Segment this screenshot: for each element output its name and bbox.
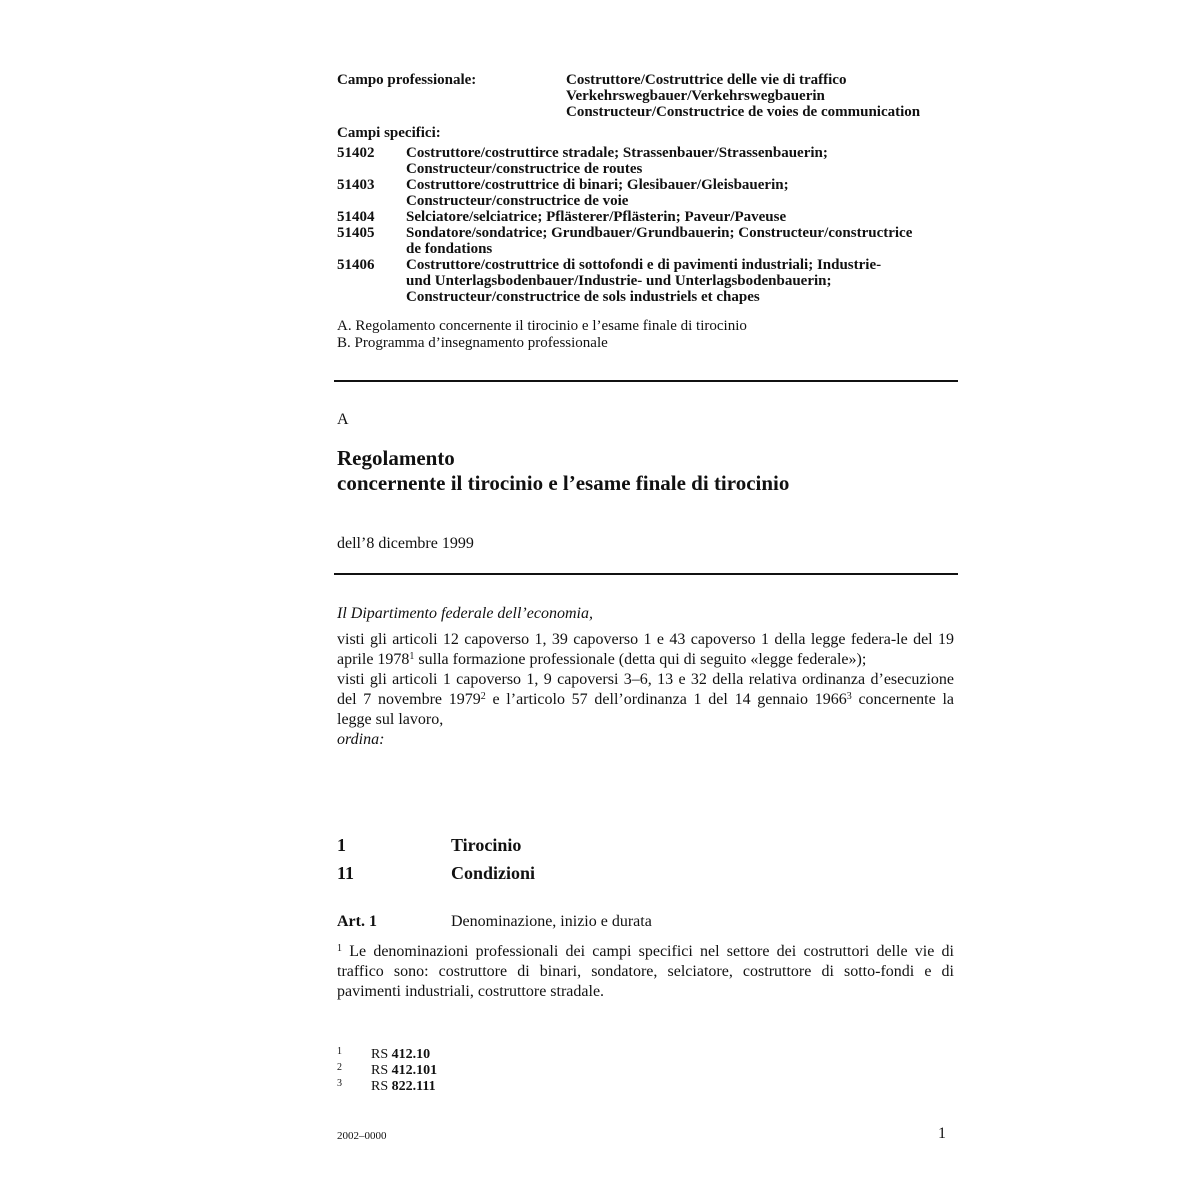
divider bbox=[334, 380, 958, 382]
footnote bbox=[337, 1079, 437, 1095]
title-line-2: concernente il tirocinio e l’esame finale di tirocinio bbox=[337, 471, 790, 495]
footnote bbox=[337, 1047, 437, 1063]
preamble-intro: Il Dipartimento federale dell’economia, bbox=[337, 605, 593, 622]
article-title: Denominazione, inizio e durata bbox=[451, 913, 652, 930]
footnote-text bbox=[371, 1047, 430, 1063]
field-name-fr: Constructeur/Constructrice de voies de communication bbox=[566, 104, 921, 120]
field-description-line: Costruttore/costruttrice di sottofondi e di pavimenti industriali; Industrie- bbox=[406, 257, 882, 273]
heading-condizioni bbox=[337, 862, 535, 884]
footnote-ref-number: 822.111 bbox=[391, 1079, 436, 1094]
field-code: 51404 bbox=[337, 209, 375, 225]
heading-number: 1 bbox=[337, 835, 346, 855]
regulation-date: dell’8 dicembre 1999 bbox=[337, 535, 474, 552]
article-number: Art. 1 bbox=[337, 913, 377, 930]
section-letter: A bbox=[337, 411, 349, 428]
field-description-line: Constructeur/constructrice de routes bbox=[406, 161, 643, 177]
preamble-text: sulla formazione professionale (detta qui di seguito «legge federale»); bbox=[414, 651, 867, 668]
footnote-mark: 1 bbox=[337, 1046, 342, 1057]
footnote-text bbox=[371, 1079, 436, 1095]
list-item bbox=[337, 257, 959, 305]
document-parts bbox=[337, 318, 959, 351]
article-header bbox=[337, 912, 652, 932]
field-code: 51403 bbox=[337, 177, 375, 193]
field-description-line: Costruttore/costruttrice di binari; Glesibauer/Gleisbauerin; bbox=[406, 177, 789, 193]
preamble bbox=[337, 604, 954, 750]
field-code: 51405 bbox=[337, 225, 375, 241]
field-name-de: Verkehrswegbauer/Verkehrswegbauerin bbox=[566, 88, 825, 104]
field-description-line: Costruttore/costruttirce stradale; Strassenbauer/Strassenbauerin; bbox=[406, 145, 828, 161]
field-description-line: Constructeur/constructrice de voie bbox=[406, 193, 629, 209]
field-description-line: Selciatore/selciatrice; Pflästerer/Pflästerin; Paveur/Paveuse bbox=[406, 209, 787, 225]
preamble-text: visti gli articoli 12 capoverso 1, 39 capoverso 1 e 43 capoverso 1 della legge federa-le del 19 aprile 1978 bbox=[337, 631, 954, 668]
article-text: Le denominazioni professionali dei campi specifici nel settore dei costruttori delle vie di traffico sono: costruttore di binari, sondatore, selciatore, costruttore di sotto-fondi e di pavimenti industriali, costruttore stradale. bbox=[337, 943, 954, 1000]
page-number: 1 bbox=[938, 1125, 946, 1142]
preamble-text: visti gli articoli 1 capoverso 1, 9 capoversi 3–6, 13 e 32 della relativa ordinanza d’esecuzione del 7 novembre 1979 bbox=[337, 671, 954, 708]
footnote bbox=[337, 1063, 437, 1079]
field-code: 51406 bbox=[337, 257, 375, 273]
footnotes bbox=[337, 1047, 437, 1095]
page-title bbox=[337, 446, 789, 496]
heading-title: Tirocinio bbox=[451, 835, 522, 855]
field-code: 51402 bbox=[337, 145, 375, 161]
professional-field bbox=[337, 72, 959, 120]
field-description bbox=[406, 209, 959, 225]
preamble-paragraph bbox=[337, 670, 954, 730]
paragraph-number: 1 bbox=[337, 943, 342, 954]
preamble-text: e l’articolo 57 dell’ordinanza 1 del 14 gennaio 1966 bbox=[485, 691, 847, 708]
footnote-prefix: RS bbox=[371, 1079, 389, 1094]
preamble-ordina: ordina: bbox=[337, 731, 385, 748]
field-description-line: und Unterlagsbodenbauer/Industrie- und Unterlagsbodenbauerin; bbox=[406, 273, 832, 289]
professional-field-names bbox=[566, 72, 959, 120]
field-description bbox=[406, 225, 959, 257]
list-item bbox=[337, 145, 959, 177]
specific-fields-list bbox=[337, 145, 959, 305]
footnote-mark: 2 bbox=[337, 1062, 342, 1073]
heading-number: 11 bbox=[337, 863, 355, 883]
footnote-mark: 3 bbox=[337, 1078, 342, 1089]
footnote-ref: 2 bbox=[480, 691, 486, 702]
part-a: A. Regolamento concernente il tirocinio e l’esame finale di tirocinio bbox=[337, 318, 747, 334]
field-name-it: Costruttore/Costruttrice delle vie di traffico bbox=[566, 72, 847, 88]
footnote-prefix: RS bbox=[371, 1047, 389, 1062]
heading-tirocinio bbox=[337, 834, 521, 856]
footnote-prefix: RS bbox=[371, 1063, 389, 1078]
preamble-text: concernente la legge sul lavoro, bbox=[337, 691, 955, 728]
footnote-ref-number: 412.10 bbox=[391, 1047, 431, 1062]
list-item bbox=[337, 177, 959, 209]
specific-fields-title: Campi specifici: bbox=[337, 125, 441, 141]
preamble-paragraph bbox=[337, 630, 954, 670]
article-paragraph bbox=[337, 942, 954, 1002]
heading-title: Condizioni bbox=[451, 863, 536, 883]
footnote-text bbox=[371, 1063, 437, 1079]
field-description-line: de fondations bbox=[406, 241, 493, 257]
footnote-ref-number: 412.101 bbox=[391, 1063, 438, 1078]
footnote-ref: 1 bbox=[409, 651, 415, 662]
footnote-ref: 3 bbox=[846, 691, 852, 702]
document-code: 2002–0000 bbox=[337, 1130, 387, 1142]
field-description-line: Constructeur/constructrice de sols industriels et chapes bbox=[406, 289, 760, 305]
professional-field-label: Campo professionale: bbox=[337, 72, 477, 88]
list-item bbox=[337, 209, 959, 225]
document-header bbox=[337, 72, 959, 351]
field-description bbox=[406, 257, 959, 305]
list-item bbox=[337, 225, 959, 257]
divider bbox=[334, 573, 958, 575]
field-description bbox=[406, 177, 959, 209]
field-description-line: Sondatore/sondatrice; Grundbauer/Grundbauerin; Constructeur/constructrice bbox=[406, 225, 913, 241]
part-b: B. Programma d’insegnamento professionale bbox=[337, 334, 608, 351]
field-description bbox=[406, 145, 959, 177]
title-line-1: Regolamento bbox=[337, 446, 455, 470]
